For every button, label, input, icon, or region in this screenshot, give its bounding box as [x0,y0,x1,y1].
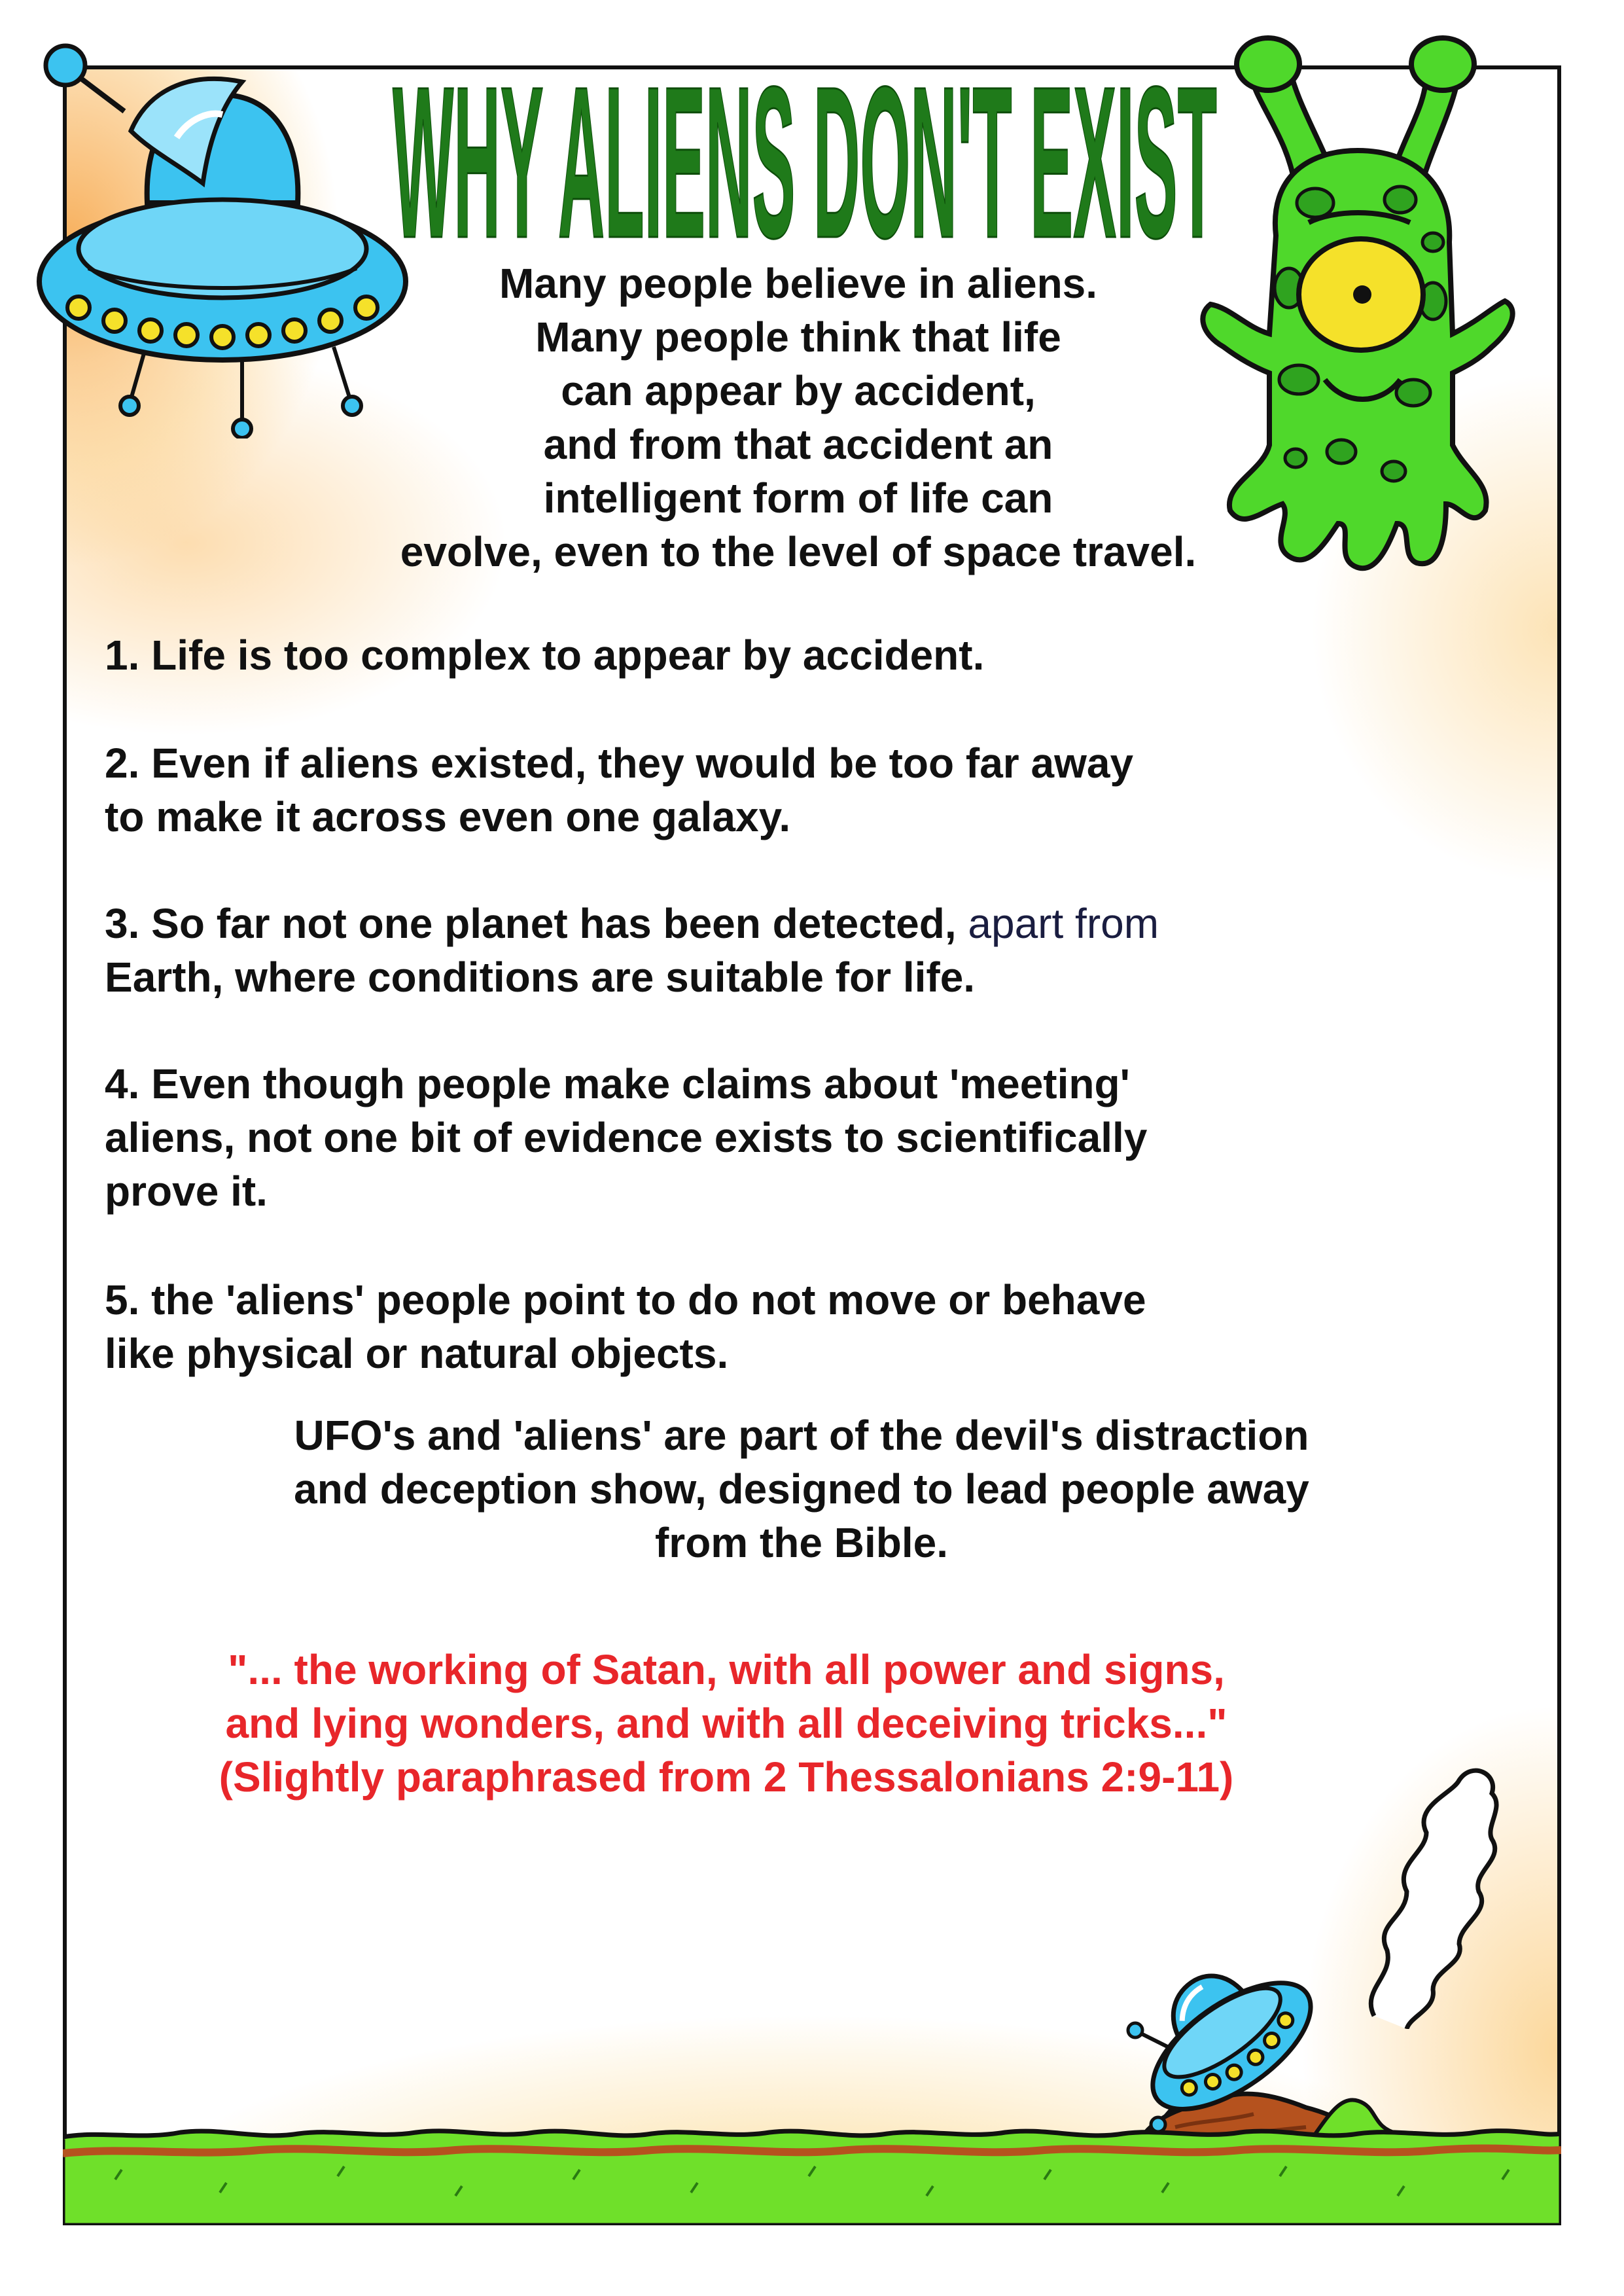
closing-line: UFO's and 'aliens' are part of the devil's distraction [294,1412,1309,1459]
point-line: 1. Life is too complex to appear by accident. [105,632,985,679]
point-line: 4. Even though people make claims about 'meeting' [105,1060,1130,1107]
point-line: 5. the 'aliens' people point to do not move or behave [105,1276,1146,1323]
point-line: prove it. [105,1168,268,1215]
quote-line: (Slightly paraphrased from 2 Thessalonians 2:9-11) [219,1753,1234,1801]
bible-quote [131,1643,1322,1804]
closing-line: and deception show, designed to lead people away [294,1465,1309,1513]
smoke-icon [1348,1754,1518,2029]
point-1 [105,628,1413,682]
intro-paragraph [301,257,1296,579]
closing-paragraph [196,1408,1407,1570]
point-line: to make it across even one galaxy. [105,793,791,840]
quote-line: "... the working of Satan, with all power and signs, [228,1646,1225,1693]
point-line-tail: apart from [968,900,1159,947]
point-5 [105,1273,1413,1380]
intro-line: can appear by accident, [561,367,1036,414]
point-3 [105,897,1413,1004]
point-line-main: 3. So far not one planet has been detected, [105,900,957,947]
intro-line: evolve, even to the level of space travel. [400,528,1197,575]
intro-line: intelligent form of life can [543,475,1053,522]
point-line [105,897,1413,950]
quote-line: and lying wonders, and with all deceiving tricks..." [225,1700,1227,1747]
intro-line: Many people believe in aliens. [499,260,1098,307]
grass-ground-icon [63,2049,1561,2225]
page-title [386,65,1224,255]
intro-line: Many people think that life [535,314,1061,361]
closing-line: from the Bible. [654,1519,949,1566]
point-line: Earth, where conditions are suitable for life. [105,954,976,1001]
crashed-ufo-icon [1125,1950,1335,2160]
svg-text:WHY ALIENS DON'T EXIST: WHY ALIENS DON'T EXIST [393,65,1217,255]
point-line: like physical or natural objects. [105,1330,729,1377]
point-2 [105,736,1413,844]
intro-line: and from that accident an [543,421,1053,468]
point-line: 2. Even if aliens existed, they would be too far away [105,740,1134,787]
point-4 [105,1057,1413,1218]
point-line: aliens, not one bit of evidence exists to scientifically [105,1114,1148,1161]
